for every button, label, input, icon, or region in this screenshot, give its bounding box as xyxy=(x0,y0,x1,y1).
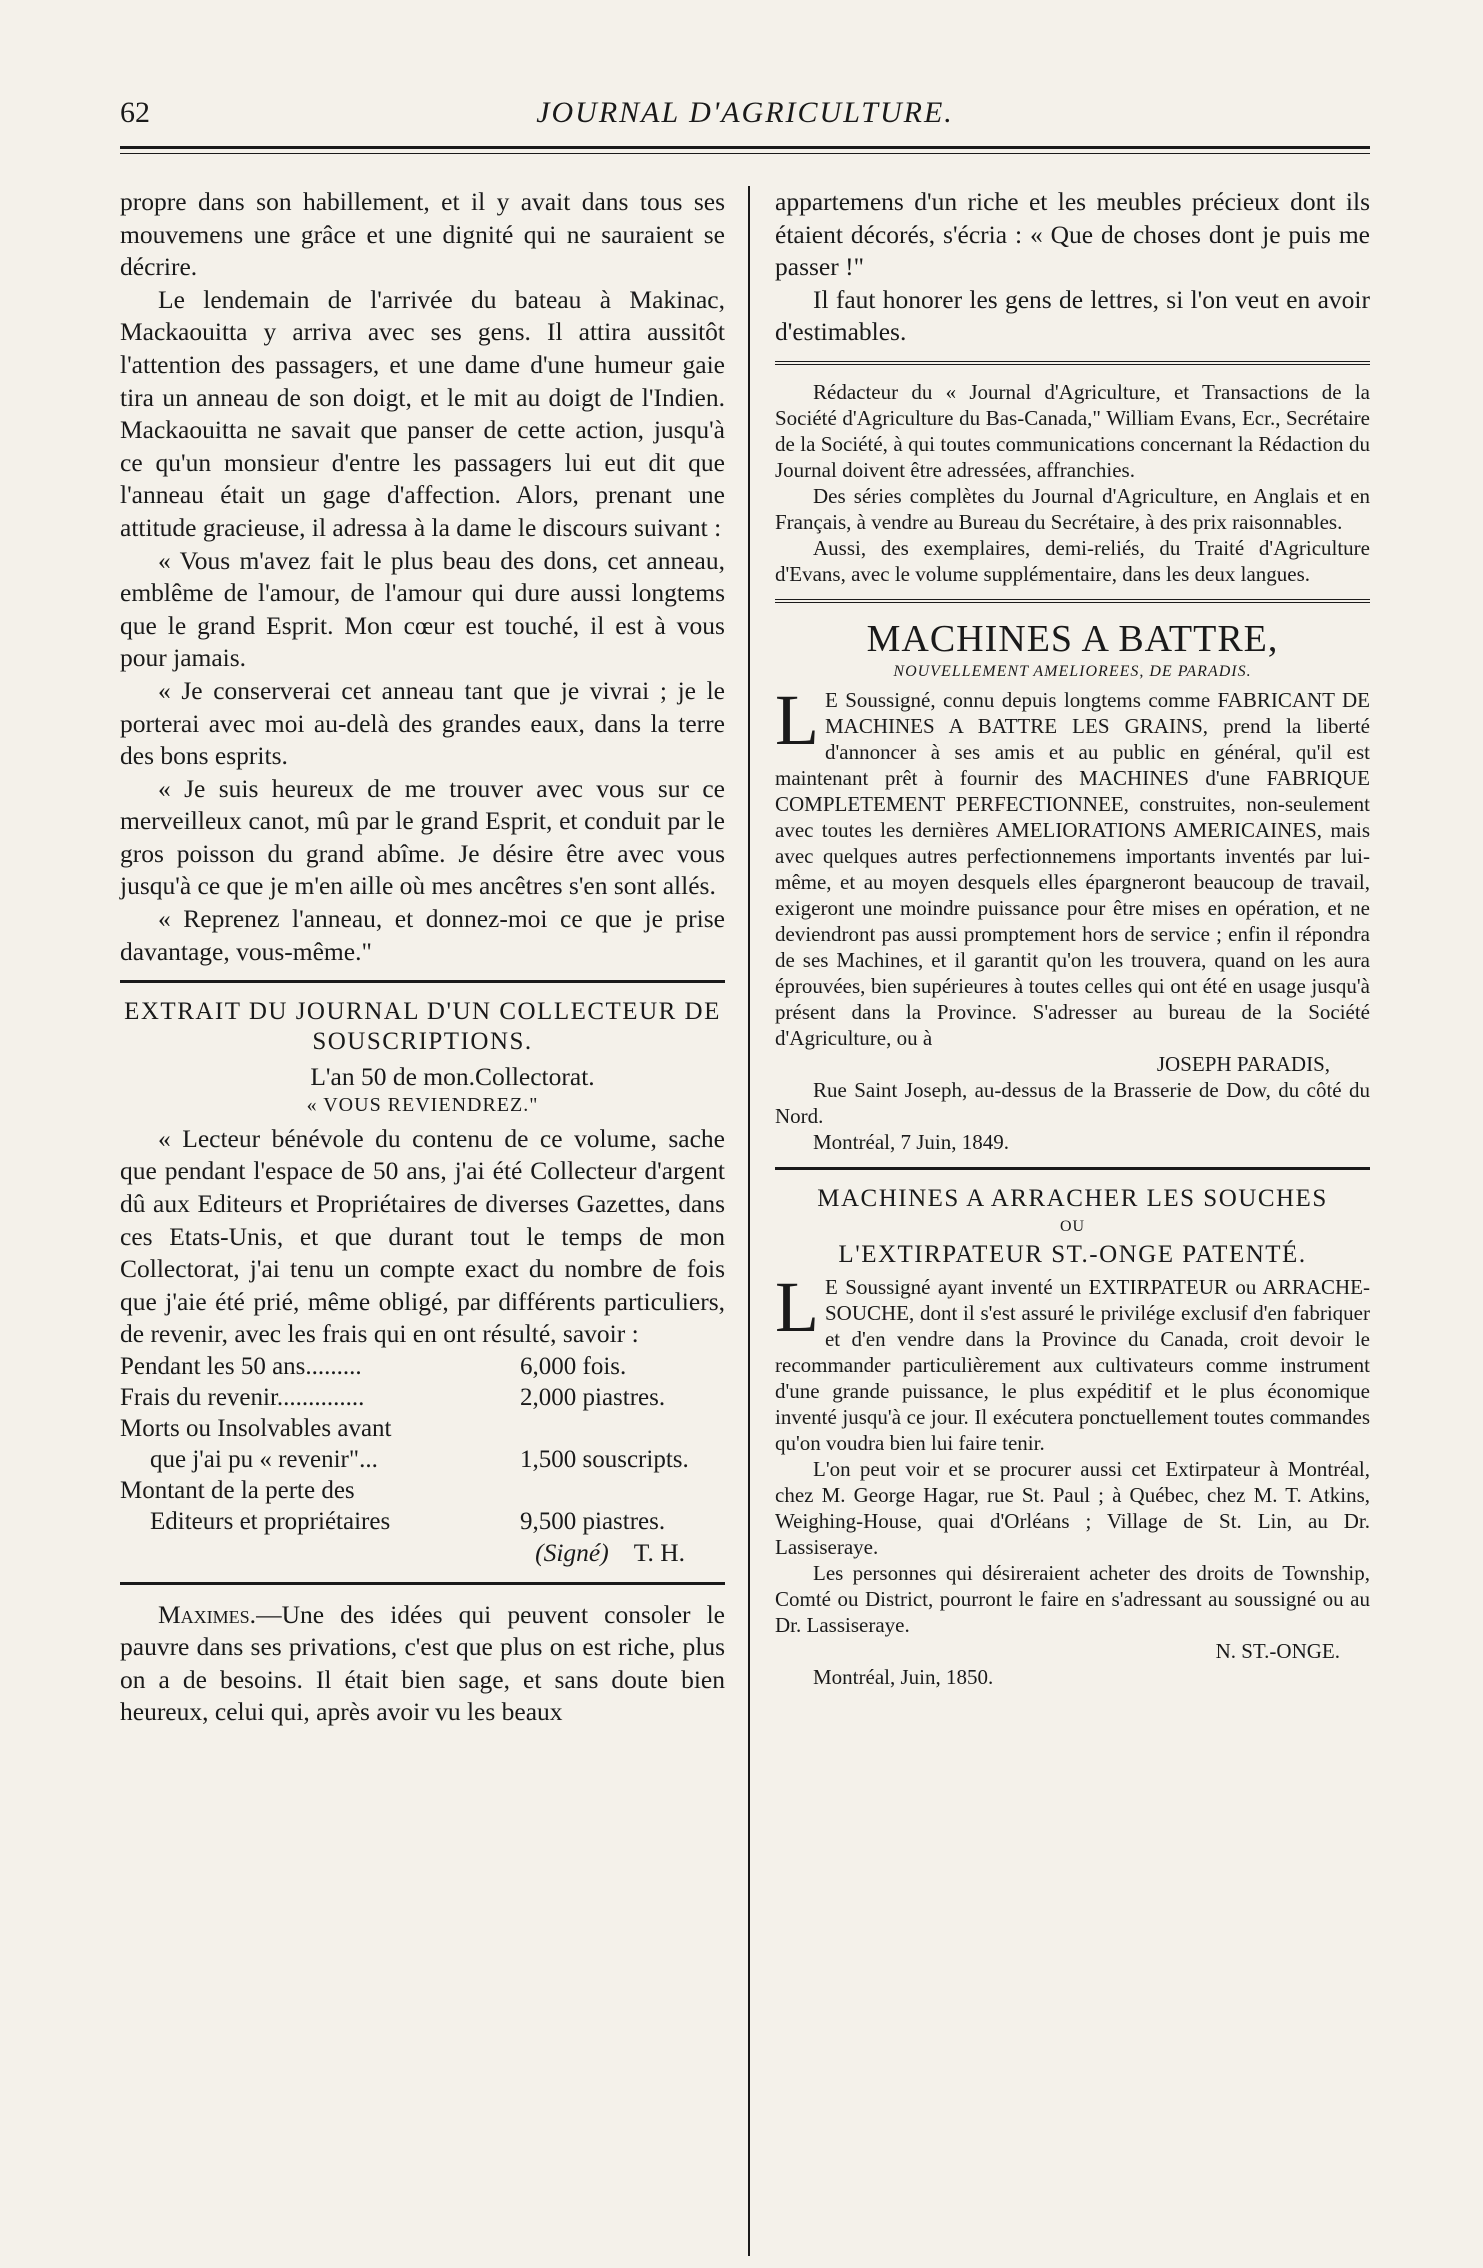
ad-body-text: E Soussigné, connu depuis longtems comme FABRICANT DE MACHINES A BATTRE LES GRAINS, prend la liberté d'annoncer à ses amis et au public en général, qu'il est maintenant prêt à fournir des MACHINES d'une FABRIQUE COMPLETEMENT PERFECTIONNEE, construites, non-seulement avec toutes les dernières AMELIORATIONS AMERICAINES, mais avec quelques autres perfectionnemens importants inventés par lui-même, et au moyen desquels elles épargneront beaucoup de travail, exigeront une moindre puissance pour être mises en opération, et ne deviendront pas aussi promptement hors de service ; enfin il répondra de ses Machines, et il garantit qu'on les trouvera, quand on les aura éprouvées, bien supérieures à toutes celles qui ont été en usage jusqu'à présent dans la Province. S'adresser au bureau de la Société d'Agriculture, ou à xyxy=(775,687,1370,1050)
ad-date: Montréal, 7 Juin, 1849. xyxy=(813,1129,1009,1154)
section-rule xyxy=(775,1167,1370,1170)
story xyxy=(120,186,725,968)
threshing-machine-ad xyxy=(775,617,1370,1155)
ledger-label: Montant de la perte des xyxy=(120,1477,355,1504)
collection-ledger xyxy=(120,1351,725,1537)
ledger-label: Frais du revenir.............. xyxy=(120,1384,365,1411)
ledger-row xyxy=(120,1413,725,1444)
extrait-text: « Lecteur bénévole du contenu de ce volume, sache que pendant l'espace de 50 ans, j'ai été Collecteur d'argent dû aux Editeurs et Propriétaires de diverses Gazettes, dans ces Etats-Unis, et que durant tout le temps de mon Collectorat, j'ai tenu un compte exact du nombre de fois que j'aie été prié, même obligé, par différents particuliers, de revenir, avec les frais qui en ont résulté, savoir : xyxy=(120,1123,725,1349)
extrait-subheading: « VOUS REVIENDREZ." xyxy=(306,1093,539,1116)
ledger-row xyxy=(120,1475,725,1506)
ledger-value xyxy=(512,1475,725,1506)
story-paragraph: « Je conserverai cet anneau tant que je vivrai ; je le porterai avec moi au-delà des grandes eaux, dans la terre des bons esprits. xyxy=(120,675,725,771)
left-column xyxy=(120,186,725,1729)
maxim-paragraph: Il faut honorer les gens de lettres, si l'on veut en avoir d'estimables. xyxy=(775,284,1370,347)
ad-body-3: Les personnes qui désireraient acheter des droits de Township, Comté ou District, pourront le faire en s'adressant au soussigné ou au Dr. Lassiseraye. xyxy=(775,1560,1370,1637)
ledger-label: Editeurs et propriétaires xyxy=(150,1508,391,1535)
section-rule xyxy=(120,1582,725,1585)
section-rule xyxy=(775,361,1370,365)
ad-body-text: E Soussigné ayant inventé un EXTIRPATEUR ou ARRACHE-SOUCHE, dont il s'est assuré le privilége exclusif d'en fabriquer et d'en vendre dans la Province du Canada, croit devoir le recommander particulièrement aux cultivateurs comme instrument d'une grande puissance, le plus expéditif et le plus économique inventé jusqu'à ce jour. Il exécutera ponctuellement toutes commandes qu'on voudra bien lui faire tenir. xyxy=(775,1274,1370,1455)
stump-puller-ad xyxy=(775,1184,1370,1690)
continuation-paragraph: appartemens d'un riche et les meubles précieux dont ils étaient décorés, s'écria : « Que de choses dont je puis me passer !" xyxy=(775,187,1370,282)
ledger-value: 6,000 fois. xyxy=(520,1353,627,1380)
ad-subtitle: NOUVELLEMENT AMELIOREES, DE PARADIS. xyxy=(893,662,1252,680)
extrait-section xyxy=(120,997,725,1569)
right-column xyxy=(775,186,1370,1690)
extrait-signature xyxy=(120,1537,725,1570)
ad-address: Rue Saint Joseph, au-dessus de la Brasserie de Dow, du côté du Nord. xyxy=(775,1077,1370,1128)
notice-paragraph: Des séries complètes du Journal d'Agriculture, en Anglais et en Français, à vendre au Bureau du Secrétaire, à des prix raisonnables. xyxy=(775,483,1370,534)
ledger-value xyxy=(512,1413,725,1444)
extrait-dateline: L'an 50 de mon.Collectorat. xyxy=(310,1062,595,1092)
column-divider xyxy=(748,186,750,2256)
ad-title-2: L'EXTIRPATEUR ST.-ONGE PATENTÉ. xyxy=(838,1240,1307,1268)
story-paragraph: Le lendemain de l'arrivée du bateau à Makinac, Mackaouitta y arriva avec ses gens. Il attira aussitôt l'attention des passagers, et une dame d'une humeur gaie tira un anneau de son doigt, et le mit au doigt de l'Indien. Mackaouitta ne savait que panser de cette action, jusqu'à ce qu'un monsieur d'entre les passagers lui eut dit que l'anneau était un gage d'affection. Alors, prenant une attitude gracieuse, il adressa à la dame le discours suivant : xyxy=(120,284,725,542)
notice-paragraph: Aussi, des exemplaires, demi-reliés, du Traité d'Agriculture d'Evans, avec le volume supplémentaire, dans les deux langues. xyxy=(775,535,1370,586)
ledger-row xyxy=(120,1506,725,1537)
ledger-label: Pendant les 50 ans......... xyxy=(120,1353,362,1380)
ad-body-2: L'on peut voir et se procurer aussi cet Extirpateur à Montréal, chez M. George Hagar, rue St. Paul ; à Québec, chez M. T. Atkins, Weighing-House, quai d'Orléans ; Village de St. Lin, au Dr. Lassiseraye. xyxy=(775,1456,1370,1559)
story-paragraph: propre dans son habillement, et il y avait dans tous ses mouvemens une grâce et une dignité qui ne sauraient se décrire. xyxy=(120,187,725,282)
page-header xyxy=(120,96,1370,136)
maximes-text: —Une des idées qui peuvent consoler le pauvre dans ses privations, c'est que plus on est riche, plus on a de besoins. Il était bien sage, et sans doute bien heureux, celui qui, après avoir vu les beaux xyxy=(120,1599,725,1727)
drop-cap: L xyxy=(775,679,819,760)
ledger-value: 9,500 piastres. xyxy=(520,1508,666,1535)
ledger-value: 2,000 piastres. xyxy=(520,1384,666,1411)
section-rule xyxy=(120,980,725,983)
drop-cap: L xyxy=(775,1266,819,1347)
header-rule-top xyxy=(120,146,1370,149)
signature-initials: T. H. xyxy=(633,1538,685,1567)
ad-title: MACHINES A ARRACHER LES SOUCHES xyxy=(817,1184,1328,1212)
ad-body xyxy=(775,1266,1370,1456)
maximes-label: Maximes. xyxy=(158,1599,257,1629)
section-rule xyxy=(775,599,1370,603)
story-paragraph: « Reprenez l'anneau, et donnez-moi ce que je prise davantage, vous-même." xyxy=(120,904,725,966)
notice-paragraph: Rédacteur du « Journal d'Agriculture, et Transactions de la Société d'Agriculture du Bas-Canada," William Evans, Ecr., Secrétaire de la Société, à qui toutes communications concernant la Rédaction du Journal doivent être adressées, affranchies. xyxy=(775,379,1370,482)
ad-body xyxy=(775,679,1370,1051)
signature-label: (Signé) xyxy=(535,1538,609,1567)
ledger-row xyxy=(120,1444,725,1475)
ledger-row xyxy=(120,1382,725,1413)
story-paragraph: « Je suis heureux de me trouver avec vous sur ce merveilleux canot, mû par le grand Esprit, et conduit par le gros poisson du grand abîme. Je désire être avec vous jusqu'à ce que je m'en aille où mes ancêtres s'en sont allés. xyxy=(120,773,725,901)
ad-or: OU xyxy=(1059,1217,1086,1235)
ledger-row xyxy=(120,1351,725,1382)
maximes-paragraph xyxy=(120,1599,725,1729)
ad-date: Montréal, Juin, 1850. xyxy=(813,1664,994,1689)
ledger-label: que j'ai pu « revenir"... xyxy=(150,1446,378,1473)
ad-title: MACHINES A BATTRE, xyxy=(866,617,1279,660)
ledger-label: Morts ou Insolvables avant xyxy=(120,1415,392,1442)
ledger-value: 1,500 souscripts. xyxy=(520,1446,689,1473)
page-number: 62 xyxy=(120,96,150,129)
journal-title: JOURNAL D'AGRICULTURE. xyxy=(536,96,954,129)
editorial-notice xyxy=(775,379,1370,587)
ad-signer: N. ST.-ONGE. xyxy=(1215,1638,1340,1663)
story-paragraph: « Vous m'avez fait le plus beau des dons, cet anneau, emblême de l'amour, de l'amour qui dure aussi longtems que le grand Esprit. Mon cœur est touché, il est à vous pour jamais. xyxy=(120,545,725,673)
ad-signer: JOSEPH PARADIS, xyxy=(1156,1051,1330,1076)
extrait-heading: EXTRAIT DU JOURNAL D'UN COLLECTEUR DE SOUSCRIPTIONS. xyxy=(124,998,721,1056)
header-rule-bottom xyxy=(120,153,1370,154)
